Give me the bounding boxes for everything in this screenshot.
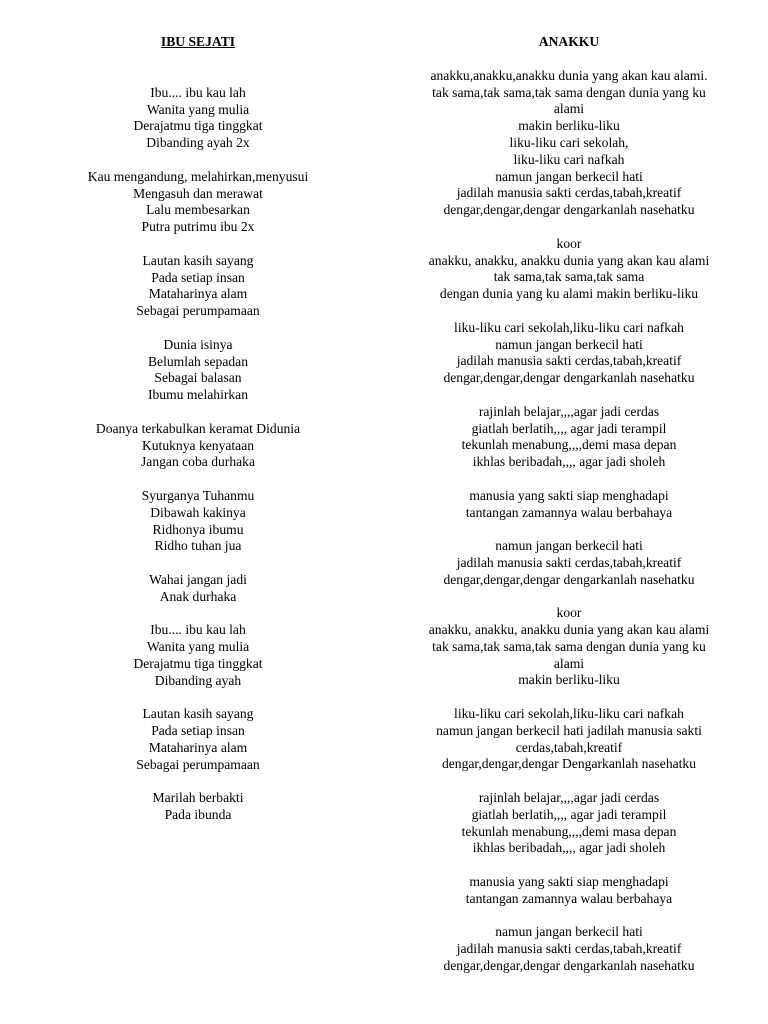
lyric-line: namun jangan berkecil hati [495, 538, 643, 554]
lyric-line: Wanita yang mulia [146, 101, 250, 117]
left-song-lyrics [48, 85, 348, 824]
lyric-line: Pada setiap insan [151, 723, 245, 739]
lyric-line: Anak durhaka [159, 588, 237, 604]
lyric-line: koor [556, 605, 582, 621]
lyric-line: Sebagai perumpamaan [136, 303, 260, 319]
stanza [390, 320, 748, 387]
lyric-line: tak sama,tak sama,tak sama dengan dunia yang ku [432, 84, 706, 100]
stanza [48, 488, 348, 555]
lyric-line: rajinlah belajar,,,,agar jadi cerdas [478, 790, 660, 806]
lyric-line: Mengasuh dan merawat [133, 185, 263, 201]
lyric-line: Doanya terkabulkan keramat Didunia [95, 420, 301, 436]
lyric-line: jadilah manusia sakti cerdas,tabah,kreatif [456, 941, 682, 957]
lyric-line: Wahai jangan jadi [149, 571, 247, 587]
stanza [48, 337, 348, 404]
lyric-line: namun jangan berkecil hati [495, 924, 643, 940]
lyric-line: Ibu.... ibu kau lah [150, 622, 246, 638]
stanza [390, 488, 748, 522]
lyric-line: Lautan kasih sayang [142, 706, 254, 722]
right-song-title: ANAKKU [538, 34, 600, 49]
stanza [390, 605, 748, 689]
lyric-line: Lautan kasih sayang [142, 252, 254, 268]
lyric-line: Mataharinya alam [148, 286, 248, 302]
stanza [48, 706, 348, 773]
stanza [390, 790, 748, 857]
lyric-line: namun jangan berkecil hati [495, 168, 643, 184]
stanza [390, 874, 748, 908]
stanza [48, 622, 348, 689]
stanza [390, 538, 748, 588]
lyric-line: Ridhonya ibumu [152, 521, 244, 537]
lyric-line: manusia yang sakti siap menghadapi [469, 874, 669, 890]
lyric-line: Dunia isinya [163, 336, 233, 352]
lyric-line: liku-liku cari nafkah [513, 151, 625, 167]
lyric-line: giatlah berlatih,,,, agar jadi terampil [471, 420, 667, 436]
lyric-line: Dibanding ayah [154, 672, 242, 688]
lyric-line: tak sama,tak sama,tak sama [493, 269, 645, 285]
lyric-line: namun jangan berkecil hati jadilah manusia sakti [436, 722, 702, 738]
left-song-column [48, 34, 348, 841]
left-song-title: IBU SEJATI [160, 34, 236, 49]
lyric-line: dengar,dengar,dengar dengarkanlah nasehatku [443, 958, 695, 974]
lyric-line: koor [556, 235, 582, 251]
lyric-line: Marilah berbakti [152, 790, 244, 806]
lyric-line: jadilah manusia sakti cerdas,tabah,kreatif [456, 353, 682, 369]
lyric-line: anakku, anakku, anakku dunia yang akan kau alami [428, 252, 710, 268]
stanza [48, 790, 348, 824]
stanza [390, 236, 748, 303]
lyric-line: Pada ibunda [164, 807, 232, 823]
lyric-line: liku-liku cari sekolah, [509, 134, 629, 150]
stanza [390, 706, 748, 773]
lyric-line: dengar,dengar,dengar dengarkanlah nasehatku [443, 571, 695, 587]
lyric-line: giatlah berlatih,,,, agar jadi terampil [471, 806, 667, 822]
lyric-line: Dibanding ayah 2x [146, 135, 250, 151]
lyric-line: anakku, anakku, anakku dunia yang akan kau alami [428, 622, 710, 638]
lyric-line: Mataharinya alam [148, 739, 248, 755]
stanza [48, 253, 348, 320]
right-song-column [390, 34, 748, 992]
lyric-line: Syurganya Tuhanmu [141, 487, 255, 503]
lyric-line: dengar,dengar,dengar dengarkanlah nasehatku [443, 202, 695, 218]
lyric-line: Lalu membesarkan [146, 202, 250, 218]
stanza [48, 421, 348, 471]
lyric-line: Kau mengandung, melahirkan,menyusui [87, 168, 309, 184]
lyric-line: Ibumu melahirkan [147, 387, 249, 403]
lyric-line: Sebagai perumpamaan [136, 756, 260, 772]
lyric-line: tekunlah menabung,,,,demi masa depan [461, 823, 677, 839]
stanza [390, 68, 748, 219]
right-song-lyrics [390, 68, 748, 975]
lyric-line: Belumlah sepadan [147, 353, 249, 369]
stanza [390, 924, 748, 974]
lyric-line: tak sama,tak sama,tak sama dengan dunia yang ku [432, 638, 706, 654]
lyric-line: manusia yang sakti siap menghadapi [469, 487, 669, 503]
lyric-line: alami [553, 655, 585, 671]
stanza [48, 85, 348, 152]
lyric-line: Dibawah kakinya [150, 504, 246, 520]
lyric-line: anakku,anakku,anakku dunia yang akan kau alami. [430, 67, 708, 83]
lyric-line: tantangan zamannya walau berbahaya [465, 890, 673, 906]
lyric-line: alami [553, 101, 585, 117]
lyric-line: Derajatmu tiga tinggkat [133, 118, 263, 134]
stanza [48, 169, 348, 236]
lyric-line: Kutuknya kenyataan [141, 437, 255, 453]
lyric-line: rajinlah belajar,,,,agar jadi cerdas [478, 403, 660, 419]
lyric-line: Wanita yang mulia [146, 639, 250, 655]
lyric-line: ikhlas beribadah,,,, agar jadi sholeh [472, 840, 666, 856]
lyric-line: Sebagai balasan [154, 370, 242, 386]
lyric-line: Ridho tuhan jua [154, 538, 242, 554]
lyric-line: makin berliku-liku [518, 118, 620, 134]
lyric-line: jadilah manusia sakti cerdas,tabah,kreatif [456, 554, 682, 570]
lyric-line: cerdas,tabah,kreatif [515, 739, 623, 755]
lyric-line: Ibu.... ibu kau lah [150, 84, 246, 100]
lyric-line: Pada setiap insan [151, 269, 245, 285]
stanza [390, 404, 748, 471]
lyric-line: Jangan coba durhaka [141, 454, 255, 470]
lyric-line: dengar,dengar,dengar Dengarkanlah nasehatku [441, 756, 697, 772]
lyric-line: liku-liku cari sekolah,liku-liku cari nafkah [454, 319, 684, 335]
lyric-line: dengan dunia yang ku alami makin berliku-liku [439, 286, 699, 302]
lyric-line: liku-liku cari sekolah,liku-liku cari nafkah [454, 706, 684, 722]
stanza [48, 572, 348, 606]
lyric-line: Derajatmu tiga tinggkat [133, 655, 263, 671]
lyric-line: ikhlas beribadah,,,, agar jadi sholeh [472, 454, 666, 470]
lyric-line: namun jangan berkecil hati [495, 336, 643, 352]
lyric-line: tantangan zamannya walau berbahaya [465, 504, 673, 520]
lyric-line: Putra putrimu ibu 2x [141, 219, 255, 235]
lyric-line: jadilah manusia sakti cerdas,tabah,kreatif [456, 185, 682, 201]
lyric-line: dengar,dengar,dengar dengarkanlah nasehatku [443, 370, 695, 386]
lyric-line: makin berliku-liku [518, 672, 620, 688]
lyric-line: tekunlah menabung,,,,demi masa depan [461, 437, 677, 453]
